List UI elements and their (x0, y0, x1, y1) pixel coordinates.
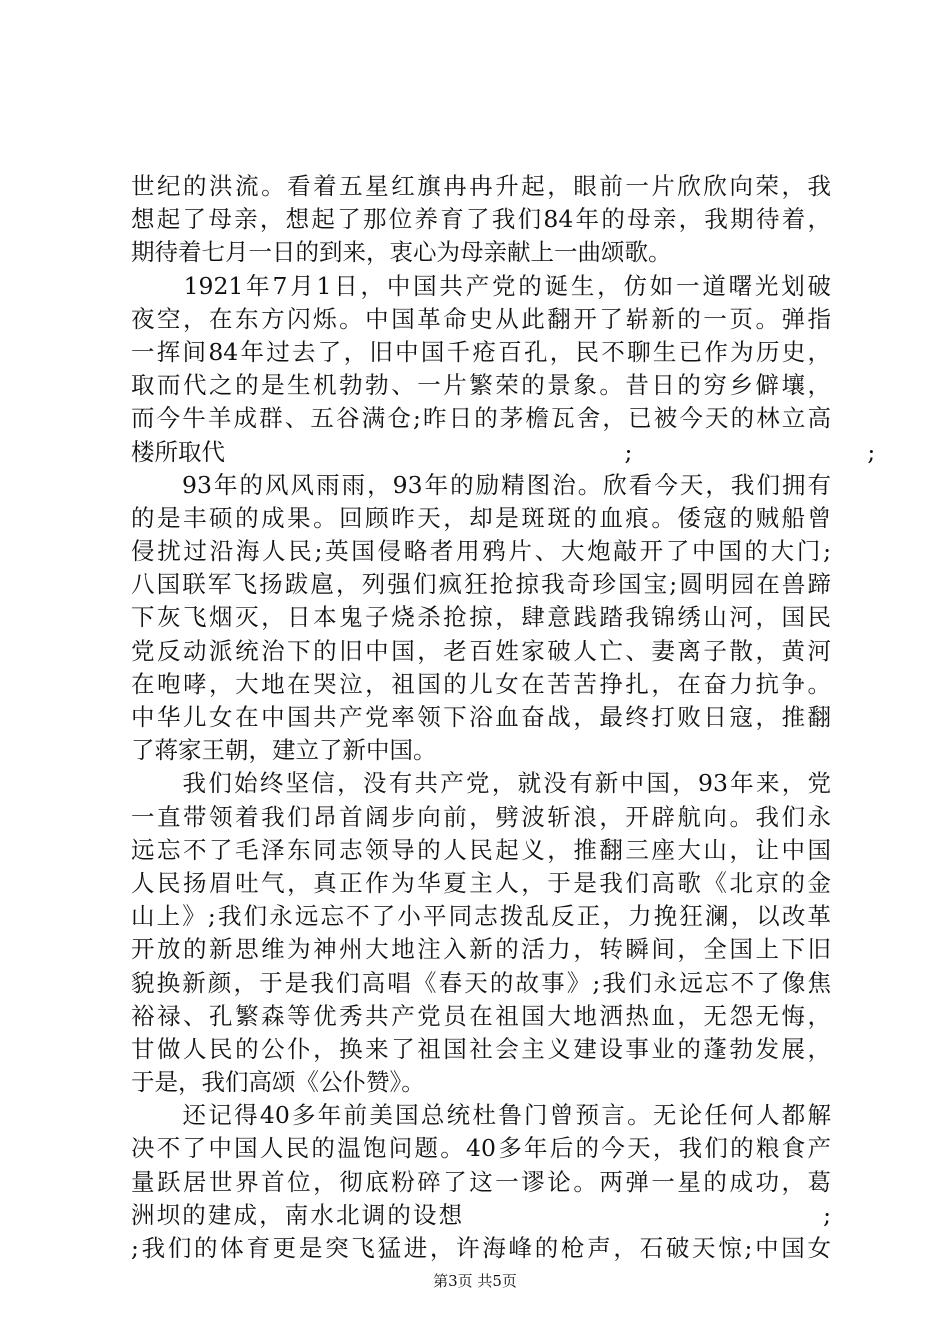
text-line: 人民扬眉吐气，真正作为华夏主人，于是我们高歌《北京的金 (131, 868, 831, 897)
document-body (131, 170, 876, 1265)
text-line: ;我们的体育更是突飞猛进，许海峰的枪声，石破天惊;中国女 (131, 1234, 831, 1262)
text-line: 的是丰硕的成果。回顾昨天，却是斑斑的血痕。倭寇的贼船曾 (131, 503, 831, 532)
text-line: 了蒋家王朝，建立了新中国。 (131, 736, 437, 765)
text-line: 世纪的洪流。看着五星红旗冉冉升起，眼前一片欣欣向荣，我 (131, 172, 831, 200)
text-line: 下灰飞烟灭，日本鬼子烧杀抢掠，肆意践踏我锦绣山河，国民 (131, 603, 831, 632)
text-line: 我们始终坚信，没有共产党，就没有新中国，93年来，党 (131, 769, 831, 798)
text-line: 远忘不了毛泽东同志领导的人民起义，推翻三座大山，让中国 (131, 835, 831, 864)
text-line: 决不了中国人民的温饱问题。40多年后的今天，我们的粮食产 (131, 1134, 831, 1163)
text-line: 一挥间84年过去了，旧中国千疮百孔，民不聊生已作为历史， (131, 337, 831, 366)
page-footer (0, 1271, 950, 1291)
text-line: 想起了母亲，想起了那位养育了我们84年的母亲，我期待着， (131, 205, 831, 234)
text-line: 期待着七月一日的到来，衷心为母亲献上一曲颂歌。 (131, 238, 672, 267)
text-line: 1921年7月1日，中国共产党的诞生，仿如一道曙光划破 (131, 271, 831, 300)
text-line: 党反动派统治下的旧中国，老百姓家破人亡、妻离子散，黄河 (131, 636, 831, 665)
text-line: 量跃居世界首位，彻底粉碎了这一谬论。两弹一星的成功，葛 (131, 1167, 831, 1196)
text-line: 夜空，在东方闪烁。中国革命史从此翻开了崭新的一页。弹指 (131, 304, 831, 333)
text-line: 八国联军飞扬跋扈，列强们疯狂抢掠我奇珍国宝;圆明园在兽蹄 (131, 570, 831, 599)
text-line: 而今牛羊成群、五谷满仓;昨日的茅檐瓦舍，已被今天的林立高 (131, 404, 831, 433)
text-line: 取而代之的是生机勃勃、一片繁荣的景象。昔日的穷乡僻壤， (131, 371, 831, 400)
text-line: 开放的新思维为神州大地注入新的活力，转瞬间，全国上下旧 (131, 935, 831, 964)
text-line: 在咆哮，大地在哭泣，祖国的儿女在苦苦挣扎，在奋力抗争。 (131, 669, 831, 698)
text-line: 于是，我们高颂《公仆赞》。 (131, 1068, 425, 1097)
text-line: 侵扰过沿海人民;英国侵略者用鸦片、大炮敲开了中国的大门; (131, 537, 831, 566)
text-line: 裕禄、孔繁森等优秀共产党员在祖国大地洒热血，无怨无悔， (131, 1001, 831, 1030)
text-line: 貌换新颜，于是我们高唱《春天的故事》;我们永远忘不了像焦 (131, 968, 831, 997)
text-line: 还记得40多年前美国总统杜鲁门曾预言。无论任何人都解 (131, 1101, 831, 1130)
text-line: 一直带领着我们昂首阔步向前，劈波斩浪，开辟航向。我们永 (131, 802, 831, 831)
text-line: 楼所取代 ; ; (131, 437, 876, 466)
text-line: 甘做人民的公仆，换来了祖国社会主义建设事业的蓬勃发展， (131, 1034, 831, 1063)
text-line: 93年的风风雨雨，93年的励精图治。欣看今天，我们拥有 (131, 470, 831, 499)
text-line: 中华儿女在中国共产党率领下浴血奋战，最终打败日寇，推翻 (131, 703, 831, 731)
page-number: 第3页 共5页 (433, 1272, 517, 1290)
text-line: 山上》;我们永远忘不了小平同志拨乱反正，力挽狂澜，以改革 (131, 902, 831, 931)
text-line: 洲坝的建成，南水北调的设想 ; (131, 1200, 831, 1229)
